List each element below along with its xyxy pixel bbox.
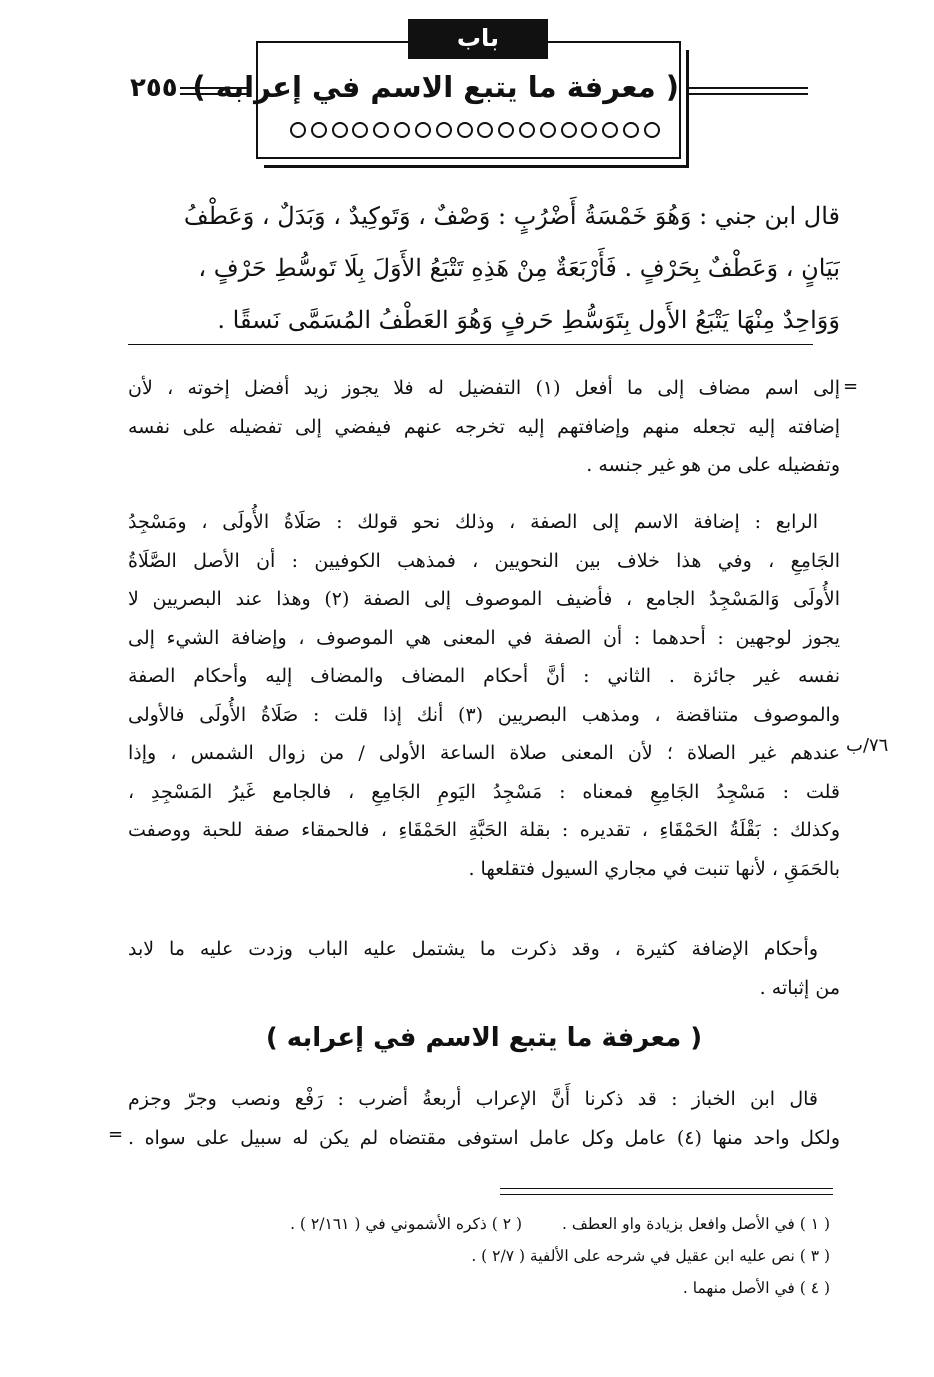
footnote-2: ( ٢ ) ذكره الأشموني في ( ٢/١٦١ ) .: [290, 1215, 523, 1233]
quote-line: وَوَاحِدٌ مِنْهَا يَتْبَعُ الأَول بِتَوَسُّطِ حَرفٍ وَهُوَ العَطْفُ المُسَمَّى نَسقًا .: [217, 306, 840, 334]
quote-separator-rule: [128, 344, 813, 345]
footnote-row: [170, 1240, 830, 1272]
ornament-ring: [498, 122, 514, 138]
ornament-ring: [581, 122, 597, 138]
header-rule-right-double: [688, 93, 808, 95]
ornament-ring: [519, 122, 535, 138]
footnote-4: ( ٤ ) في الأصل منهما .: [682, 1279, 830, 1297]
footnote-3: ( ٣ ) نص عليه ابن عقيل في شرحه على الألفية ( ٢/٧ ) .: [471, 1247, 830, 1265]
folio-marker: ٧٦/ب: [846, 735, 889, 756]
text-line: الرابع : إضافة الاسم إلى الصفة ، وذلك نحو قولك : صَلَاةُ الأُولَى ، ومَسْجِدُ: [128, 511, 818, 533]
text-line: وأحكام الإضافة كثيرة ، وقد ذكرت ما يشتمل عليه الباب وزدت عليه ما لابد: [128, 938, 818, 960]
footnote-1: ( ١ ) في الأصل وافعل بزيادة واو العطف .: [562, 1215, 830, 1233]
text-line: الأُولَى وَالمَسْجِدُ الجامع ، فأضيف الموصوف إلى الصفة (٢) وهذا عند البصريين لا: [128, 588, 840, 610]
page-number: ٢٥٥: [130, 73, 178, 103]
chapter-tab: باب: [408, 19, 548, 59]
ornament-ring: [644, 122, 660, 138]
text-line: قلت : مَسْجِدُ الجَامِعِ فمعناه : مَسْجِدُ اليَومِ الجَامِعِ ، فالجامع غَيرُ المَسْجِدِ ،: [128, 780, 840, 803]
text-line: إلى اسم مضاف إلى ما أفعل (١) التفضيل له فلا يجوز زيد أفضل إخوته ، لأن: [128, 377, 840, 399]
quote-line: قال ابن جني : وَهُوَ خَمْسَةُ أَضْرُبٍ : وَصْفٌ ، وَتَوكِيدٌ ، وَبَدَلٌ ، وَعَطْفُ: [183, 202, 840, 230]
section-paragraph: [128, 1080, 840, 1157]
chapter-title: ( معرفة ما يتبع الاسم في إعرابه ): [192, 70, 679, 104]
text-line: إضافته إليه تجعله منهم وإضافتهم إليه تخرجه عنهم فيفضي إلى تفضيله على نفسه: [128, 415, 840, 438]
text-line: والموصوف متناقضة ، ومذهب البصريين (٣) أنك إذا قلت : صَلَاةُ الأُولَى فالأولى: [128, 703, 840, 726]
main-quote: [128, 190, 840, 346]
text-line: عندهم غير الصلاة ؛ لأن المعنى صلاة الساعة الأولى / من زوال الشمس ، وإذا: [128, 742, 840, 764]
section-heading: ( معرفة ما يتبع الاسم في إعرابه ): [265, 1023, 703, 1053]
text-line: وكذلك : بَقْلَةُ الحَمْقَاءِ ، تقديره : بقلة الحَبَّةِ الحَمْقَاءِ ، فالحمقاء صفة للحبة ووصفت: [128, 819, 840, 841]
ornament-ring: [540, 122, 556, 138]
ornament-ring: [311, 122, 327, 138]
text-line: يجوز لوجهين : أحدهما : أن الصفة في المعنى هي الموصوف ، وإضافة الشيء إلى: [128, 626, 840, 649]
commentary-paragraph-2: [128, 503, 840, 888]
commentary-paragraph-3: [128, 930, 840, 1007]
ornament-ring: [373, 122, 389, 138]
ornament-ring: [394, 122, 410, 138]
ornament-ring: [623, 122, 639, 138]
ornament-ring: [290, 122, 306, 138]
text-line: بالحَمَقِ ، لأنها تنبت في مجاري السيول فتقلعها .: [468, 857, 840, 880]
footnote-rule: [500, 1188, 833, 1189]
ornament-ring: [415, 122, 431, 138]
commentary-paragraph-1: [128, 369, 840, 485]
footnote-row: [170, 1272, 830, 1304]
text-line: ولكل واحد منها (٤) عامل وكل عامل استوفى مقتضاه لم يكن له سبيل على سواه .: [128, 1126, 840, 1149]
text-line: الجَامِعِ ، وفي هذا خلاف بين النحويين ، فمذهب الكوفيين : أن الأصل الصَّلَاةُ: [128, 549, 840, 572]
ornament-ring: [332, 122, 348, 138]
text-line: قال ابن الخباز : قد ذكرنا أَنَّ الإعراب أربعةُ أضرب : رَفْع ونصب وجرّ وجزم: [128, 1088, 818, 1110]
footnote-rule-double: [500, 1194, 833, 1195]
ornament-border: [290, 118, 660, 142]
ornament-ring: [457, 122, 473, 138]
quote-line: بَيَانٍ ، وَعَطْفٌ بِحَرْفٍ . فَأَرْبَعَةٌ مِنْ هَذِهِ تَتْبَعُ الأَوَلَ بِلَا تَوسُّطِ حَرْفٍ ،: [198, 254, 840, 282]
text-line: نفسه غير جائزة . الثاني : أنَّ أحكام المضاف والمضاف إليه وأحكام الصفة: [128, 665, 840, 687]
header-rule-right: [688, 87, 808, 89]
text-line: من إثباته .: [759, 976, 840, 999]
text-line: وتفضيله على من هو غير جنسه .: [586, 454, 840, 476]
ornament-ring: [436, 122, 452, 138]
ornament-ring: [352, 122, 368, 138]
footnotes: [170, 1208, 830, 1304]
ornament-ring: [477, 122, 493, 138]
continuation-mark-end: =: [108, 1124, 124, 1145]
ornament-ring: [561, 122, 577, 138]
footnote-row: [170, 1208, 830, 1240]
continuation-mark: =: [843, 376, 859, 397]
ornament-ring: [602, 122, 618, 138]
